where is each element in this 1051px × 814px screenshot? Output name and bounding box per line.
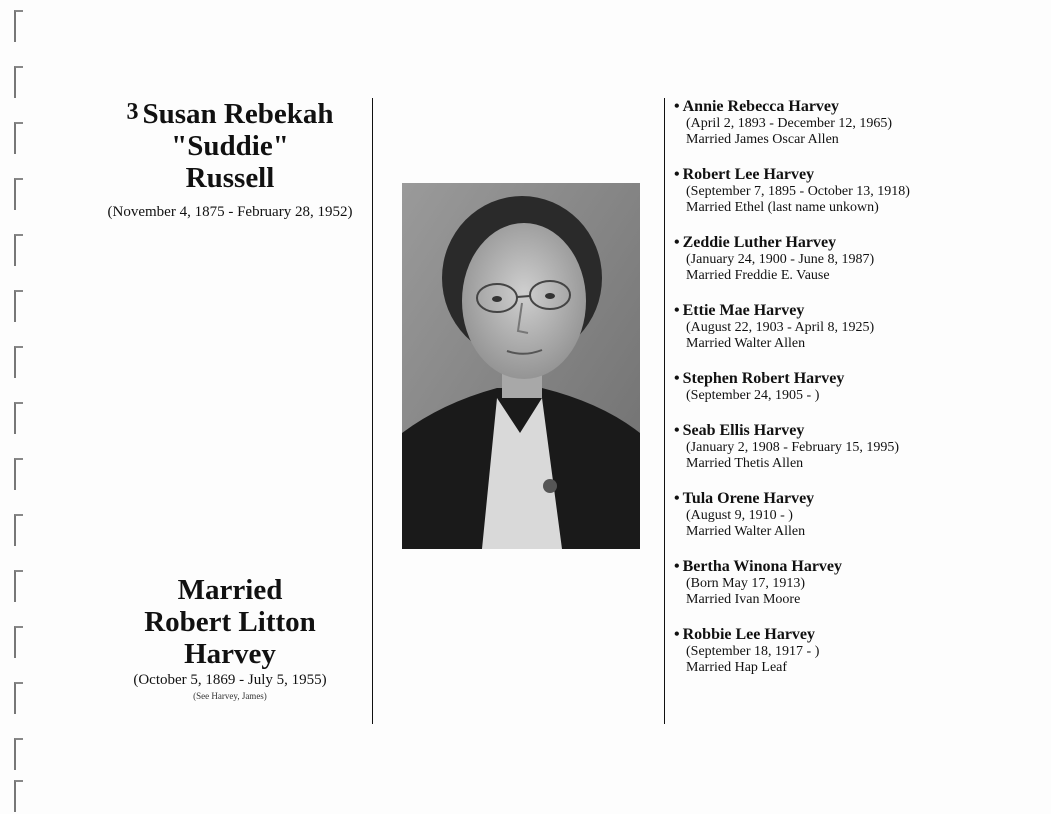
bullet-icon: • — [674, 558, 680, 575]
child-dates: (August 9, 1910 - ) — [686, 508, 793, 523]
column-divider-left — [372, 98, 373, 724]
spouse-block — [90, 574, 370, 701]
child-name: • Stephen Robert Harvey — [674, 370, 845, 387]
spouse-name-line-2: Harvey — [184, 638, 276, 670]
child-marriage: Married James Oscar Allen — [686, 132, 839, 147]
child-marriage: Married Thetis Allen — [686, 456, 804, 471]
binder-hole — [14, 346, 23, 378]
child-dates: (September 7, 1895 - October 13, 1918) — [686, 184, 910, 199]
child-name: • Seab Ellis Harvey — [674, 422, 805, 439]
child-name: • Tula Orene Harvey — [674, 490, 815, 507]
child-entry-annie — [674, 98, 1004, 148]
subject-dates: (November 4, 1875 - February 28, 1952) — [107, 204, 353, 220]
child-marriage: Married Freddie E. Vause — [686, 268, 830, 283]
bullet-icon: • — [674, 302, 680, 319]
child-dates: (September 18, 1917 - ) — [686, 644, 820, 659]
binder-hole — [14, 780, 23, 812]
child-dates: (April 2, 1893 - December 12, 1965) — [686, 116, 893, 131]
child-marriage: Married Ethel (last name unkown) — [686, 200, 879, 215]
bullet-icon: • — [674, 370, 680, 387]
child-name: • Robert Lee Harvey — [674, 166, 815, 183]
child-name: • Bertha Winona Harvey — [674, 558, 843, 575]
child-dates: (August 22, 1903 - April 8, 1925) — [686, 320, 875, 335]
subject-nickname: "Suddie" — [171, 130, 289, 162]
binder-hole — [14, 178, 23, 210]
binder-hole — [14, 682, 23, 714]
child-entry-stephen — [674, 370, 1004, 404]
bullet-icon: • — [674, 422, 680, 439]
binder-hole — [14, 626, 23, 658]
child-name: • Annie Rebecca Harvey — [674, 98, 840, 115]
child-entry-ettie — [674, 302, 1004, 352]
child-dates: (January 2, 1908 - February 15, 1995) — [686, 440, 900, 455]
bullet-icon: • — [674, 98, 680, 115]
binder-hole — [14, 514, 23, 546]
child-entry-zeddie — [674, 234, 1004, 284]
child-name: • Ettie Mae Harvey — [674, 302, 805, 319]
binder-hole — [14, 290, 23, 322]
portrait-photo — [402, 183, 640, 549]
bullet-icon: • — [674, 490, 680, 507]
children-list — [674, 98, 1004, 694]
child-name: • Robbie Lee Harvey — [674, 626, 816, 643]
binder-hole — [14, 122, 23, 154]
spouse-dates: (October 5, 1869 - July 5, 1955) — [133, 672, 327, 688]
bullet-icon: • — [674, 234, 680, 251]
binder-hole — [14, 402, 23, 434]
binder-edge — [14, 10, 26, 810]
child-entry-robbie — [674, 626, 1004, 676]
child-dates: (Born May 17, 1913) — [686, 576, 805, 591]
child-marriage: Married Walter Allen — [686, 524, 806, 539]
bullet-icon: • — [674, 166, 680, 183]
portrait-illustration — [402, 183, 640, 549]
subject-surname: Russell — [185, 162, 275, 194]
subject-block — [90, 96, 370, 221]
spouse-name-line-1: Robert Litton — [144, 606, 316, 638]
child-entry-tula — [674, 490, 1004, 540]
binder-hole — [14, 66, 23, 98]
column-divider-right — [664, 98, 665, 724]
child-dates: (September 24, 1905 - ) — [686, 388, 820, 403]
binder-hole — [14, 234, 23, 266]
bullet-icon: • — [674, 626, 680, 643]
binder-hole — [14, 10, 23, 42]
child-name: • Zeddie Luther Harvey — [674, 234, 837, 251]
binder-hole — [14, 458, 23, 490]
binder-hole — [14, 570, 23, 602]
child-entry-bertha — [674, 558, 1004, 608]
child-entry-robert — [674, 166, 1004, 216]
see-reference-note: (See Harvey, James) — [193, 691, 267, 701]
married-label: Married — [177, 574, 283, 606]
binder-hole — [14, 738, 23, 770]
generation-number: 3 — [126, 99, 139, 125]
child-marriage: Married Ivan Moore — [686, 592, 801, 607]
child-entry-seab — [674, 422, 1004, 472]
child-marriage: Married Hap Leaf — [686, 660, 788, 675]
child-marriage: Married Walter Allen — [686, 336, 806, 351]
child-dates: (January 24, 1900 - June 8, 1987) — [686, 252, 875, 267]
subject-name-line-1: 3 Susan Rebekah — [126, 98, 334, 130]
